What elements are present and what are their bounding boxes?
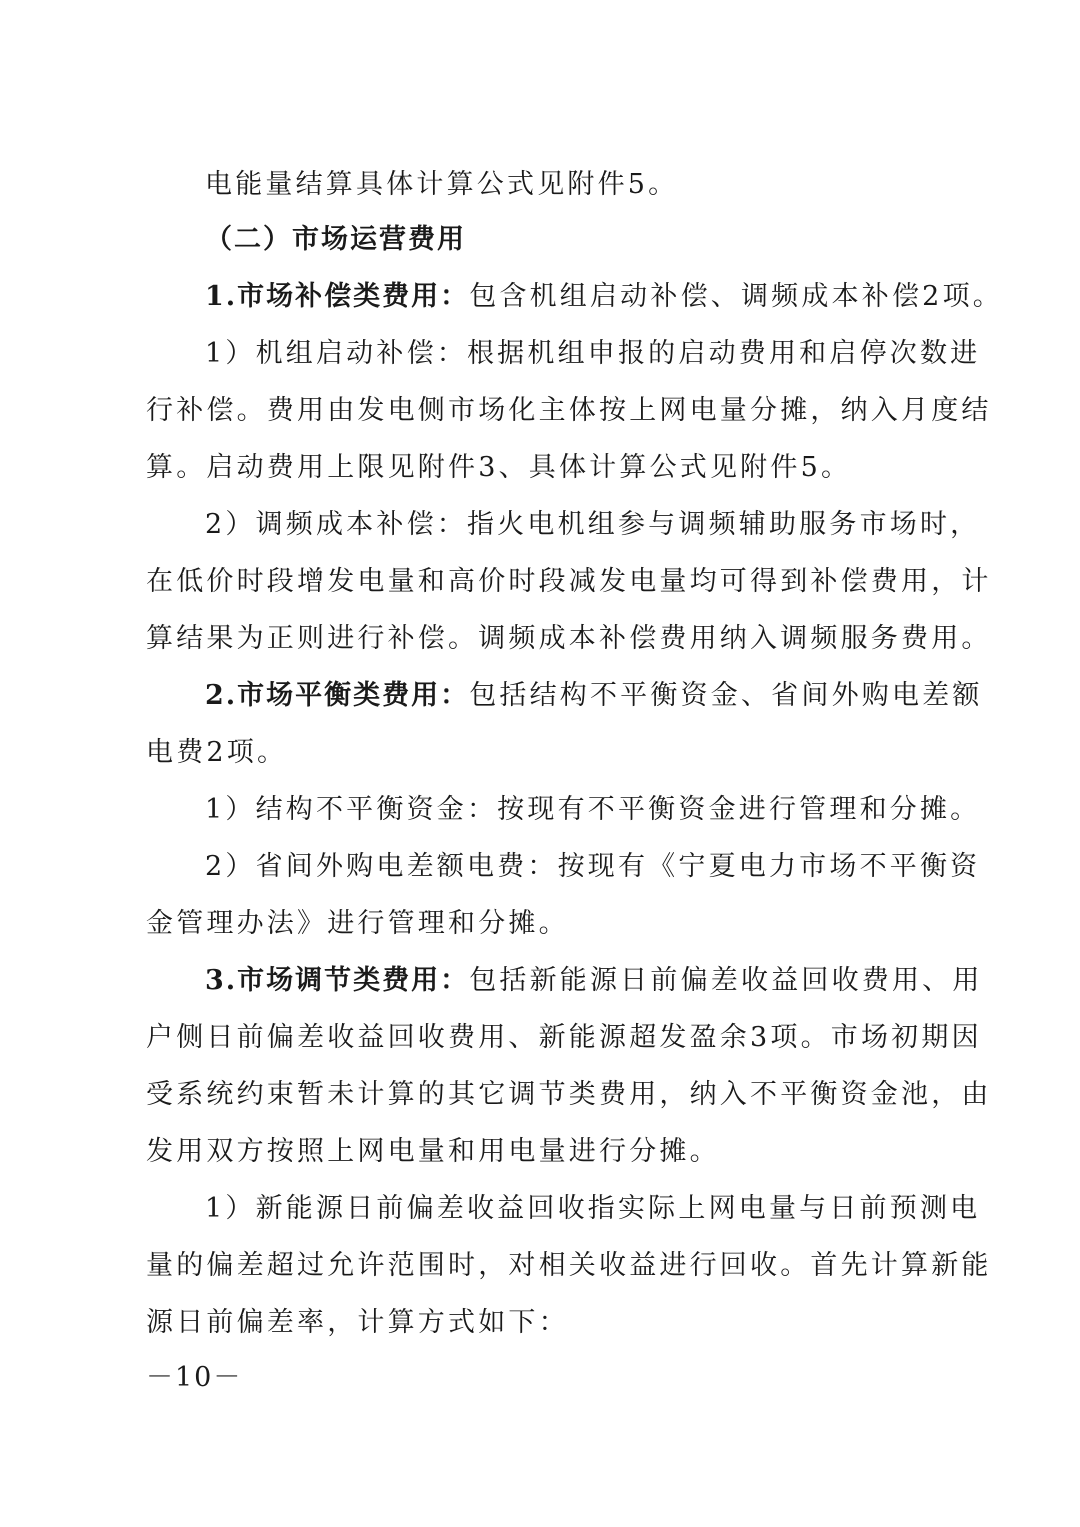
item-3-heading: 3.市场调节类费用： — [205, 965, 470, 996]
paragraph-line: 电费2项。 — [146, 737, 288, 768]
paragraph-line: 2）省间外购电差额电费：按现有《宁夏电力市场不平衡资 — [205, 851, 981, 882]
paragraph-line: 2）调频成本补偿：指火电机组参与调频辅助服务市场时， — [205, 509, 981, 540]
item-2-heading: 2.市场平衡类费用： — [205, 680, 470, 711]
paragraph-line: 1）机组启动补偿：根据机组申报的启动费用和启停次数进 — [205, 338, 981, 369]
page-number: －10－ — [146, 1362, 243, 1393]
item-3-text: 包括新能源日前偏差收益回收费用、用 — [469, 965, 983, 996]
paragraph-line: 金管理办法》进行管理和分摊。 — [146, 908, 569, 939]
item-2-text: 包括结构不平衡资金、省间外购电差额 — [469, 680, 983, 711]
paragraph-line: 1）结构不平衡资金：按现有不平衡资金进行管理和分摊。 — [205, 794, 981, 825]
paragraph-line: 电能量结算具体计算公式见附件5。 — [205, 169, 679, 200]
item-1-text: 包含机组启动补偿、调频成本补偿2项。 — [469, 281, 1003, 312]
item-1-heading: 1.市场补偿类费用： — [205, 281, 470, 312]
paragraph-line: 量的偏差超过允许范围时，对相关收益进行回收。首先计算新能 — [146, 1250, 992, 1281]
item-2-line — [205, 676, 983, 716]
paragraph-line: 户侧日前偏差收益回收费用、新能源超发盈余3项。市场初期因 — [146, 1022, 982, 1053]
paragraph-line: 源日前偏差率，计算方式如下： — [146, 1307, 569, 1338]
paragraph-line: 行补偿。费用由发电侧市场化主体按上网电量分摊，纳入月度结 — [146, 395, 992, 426]
section-heading: （二）市场运营费用 — [205, 224, 466, 255]
paragraph-line: 算结果为正则进行补偿。调频成本补偿费用纳入调频服务费用。 — [146, 623, 992, 654]
paragraph-line: 1）新能源日前偏差收益回收指实际上网电量与日前预测电 — [205, 1193, 981, 1224]
paragraph-line: 受系统约束暂未计算的其它调节类费用，纳入不平衡资金池，由 — [146, 1079, 992, 1110]
paragraph-line: 算。启动费用上限见附件3、具体计算公式见附件5。 — [146, 452, 852, 483]
paragraph-line: 在低价时段增发电量和高价时段减发电量均可得到补偿费用，计 — [146, 566, 992, 597]
paragraph-line: 发用双方按照上网电量和用电量进行分摊。 — [146, 1136, 720, 1167]
item-1-line — [205, 277, 1003, 317]
item-3-line — [205, 961, 983, 1001]
